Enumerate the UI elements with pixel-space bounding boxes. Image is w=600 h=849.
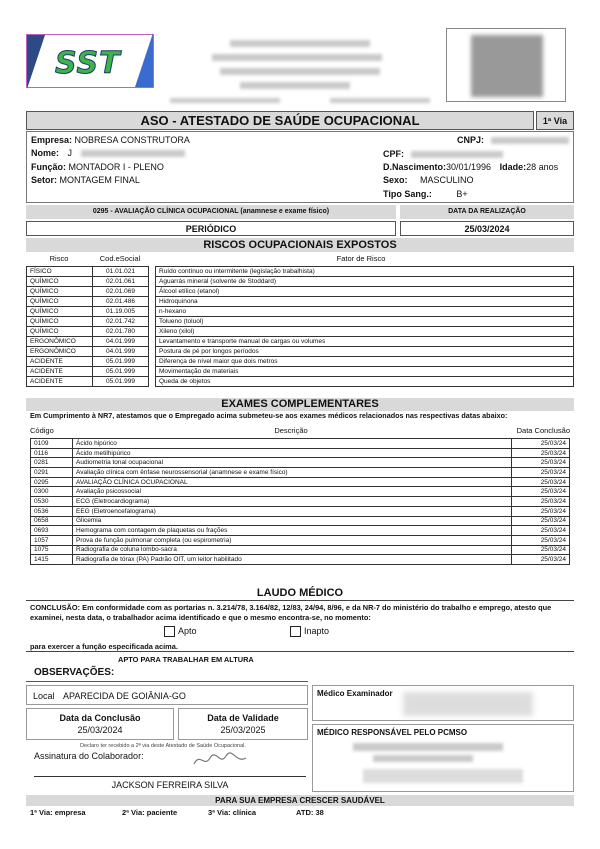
local-box: [26, 685, 308, 705]
local-label: Local: [33, 691, 55, 701]
exam-date: 25/03/24: [512, 535, 570, 545]
obs-line: [26, 681, 308, 682]
comp-col-codigo: Código: [30, 426, 54, 435]
exam-date: 25/03/2024: [400, 221, 574, 236]
risks-title: RISCOS OCUPACIONAIS EXPOSTOS: [26, 238, 574, 252]
exam-date: 25/03/24: [512, 458, 570, 468]
comp-col-desc: Descrição: [274, 426, 308, 435]
risks-col-risco: Risco: [49, 254, 69, 263]
exam-code: 1075: [31, 545, 73, 555]
laudo-conclusion: CONCLUSÃO: Em conformidade com as portarias n. 3.214/78, 3.164/82, 12/83, 24/94, 8/96, e da NR-7 do ministério do trabalho e emprego, atesto que examinei, nesta data, o trabalhador acima identificado e que o mesmo encontra-se, no momento:: [30, 603, 552, 622]
risk-type: ERGONÔMICO: [27, 337, 93, 347]
logo: [26, 34, 154, 88]
empresa-value: NOBRESA CONSTRUTORA: [74, 135, 190, 145]
setor-value: MONTAGEM FINAL: [59, 175, 140, 185]
exam-date: 25/03/24: [512, 555, 570, 565]
clinic-info-blurred: [200, 36, 396, 96]
exam-description: Hemograma com contagem de plaquetas ou frações: [73, 526, 512, 536]
risk-type: FÍSICO: [27, 267, 93, 277]
risk-code: 04.01.999: [93, 347, 149, 357]
exam-description: Glicemia: [73, 516, 512, 526]
risk-factor: Movimentação de materiais: [156, 367, 574, 377]
exam-row: [31, 448, 570, 458]
exam-row: [31, 439, 570, 449]
risk-row: [27, 347, 574, 357]
dnasc-value: 30/01/1996: [446, 162, 492, 172]
risk-gap: [149, 287, 156, 297]
validade-box: [178, 708, 308, 740]
exam-code: 1057: [31, 535, 73, 545]
risk-type: ACIDENTE: [27, 367, 93, 377]
cpf-value-blurred: [411, 151, 503, 158]
exam-description: Radiografia de tórax (PA) Padrão OIT, um leitor habilitado: [73, 555, 512, 565]
declaro-text: Declaro ter recebido a 2ª via deste Atestado de Saúde Ocupacional.: [80, 743, 246, 749]
exam-row: [31, 497, 570, 507]
risk-factor: Tolueno (toluol): [156, 317, 574, 327]
exam-row: [31, 526, 570, 536]
exam-date: 25/03/24: [512, 477, 570, 487]
inapto-checkbox[interactable]: [290, 626, 301, 637]
risk-factor: Queda de objetos: [156, 377, 574, 387]
risk-type: QUÍMICO: [27, 307, 93, 317]
setor-label: Setor:: [31, 175, 58, 185]
dnasc-row: [383, 162, 558, 172]
apto-checkbox[interactable]: [164, 626, 175, 637]
medico-pcmso-label: MÉDICO RESPONSÁVEL PELO PCMSO: [317, 728, 468, 737]
exam-row: [31, 516, 570, 526]
risk-factor: n-hexano: [156, 307, 574, 317]
exam-date: 25/03/24: [512, 468, 570, 478]
laudo-altura: APTO PARA TRABALHAR EM ALTURA: [118, 655, 254, 664]
risk-row: [27, 267, 574, 277]
risk-gap: [149, 307, 156, 317]
funcao-label: Função:: [31, 162, 66, 172]
apto-label: Apto: [178, 626, 197, 636]
medico-examinador-stamp-blurred: [403, 692, 533, 716]
exam-description: ECG (Eletrocardiograma): [73, 497, 512, 507]
exam-code: 0658: [31, 516, 73, 526]
medico-pcmso-line-2: [373, 755, 473, 762]
exam-row: [31, 477, 570, 487]
nome-label: Nome:: [31, 148, 60, 158]
nome-value: J: [67, 148, 73, 158]
risk-code: 01.19.005: [93, 307, 149, 317]
risk-type: ACIDENTE: [27, 377, 93, 387]
exam-date: 25/03/24: [512, 516, 570, 526]
risk-code: 02.01.486: [93, 297, 149, 307]
exam-description: Prova de função pulmonar completa (ou espirometria): [73, 535, 512, 545]
exam-description: EEG (Eletroencefalograma): [73, 506, 512, 516]
exam-description: Avaliação clínica com ênfase neurossensorial (anamnese e exame físico): [73, 468, 512, 478]
risk-type: QUÍMICO: [27, 287, 93, 297]
risk-code: 01.01.021: [93, 267, 149, 277]
logo-stripe-right: [135, 33, 153, 87]
risk-factor: Xileno (xilol): [156, 327, 574, 337]
exam-code: 0109: [31, 439, 73, 449]
setor-row: [31, 175, 140, 185]
obs-label: OBSERVAÇÕES:: [34, 667, 115, 678]
cnpj-value-blurred: [491, 137, 569, 144]
risk-row: [27, 357, 574, 367]
sexo-label: Sexo:: [383, 175, 408, 185]
exam-description: Radiografia de coluna lombo-sacra: [73, 545, 512, 555]
risk-gap: [149, 357, 156, 367]
exam-description: Avaliação psicossocial: [73, 487, 512, 497]
medico-pcmso-box: [312, 724, 574, 792]
exam-code: 0116: [31, 448, 73, 458]
exam-row: [31, 458, 570, 468]
exam-type: PERIÓDICO: [26, 221, 396, 236]
exam-row: [31, 545, 570, 555]
risk-gap: [149, 297, 156, 307]
dnasc-label: D.Nascimento:: [383, 162, 447, 172]
conclusao-value: 25/03/2024: [77, 725, 123, 735]
risks-col-cod: Cod.eSocial: [99, 254, 141, 263]
clinic-line-3: [220, 68, 380, 75]
exam-date: 25/03/24: [512, 545, 570, 555]
complementary-title: EXAMES COMPLEMENTARES: [26, 398, 574, 411]
local-value: APARECIDA DE GOIÂNIA-GO: [63, 691, 186, 701]
risk-type: ERGONÔMICO: [27, 347, 93, 357]
complementary-statement: Em Cumprimento à NR7, atestamos que o Empregado acima submeteu-se aos exames médicos relacionados nas respectivas datas abaixo:: [30, 411, 508, 420]
employee-info: [26, 131, 574, 203]
exam-row: [31, 535, 570, 545]
tipo-row: [383, 189, 468, 199]
risk-code: 05.01.999: [93, 377, 149, 387]
risk-row: [27, 377, 574, 387]
colaborador-signature: [190, 748, 250, 772]
idade-label: Idade:: [499, 162, 527, 172]
exam-code: 0300: [31, 487, 73, 497]
exam-code: 0693: [31, 526, 73, 536]
risk-code: 04.01.999: [93, 337, 149, 347]
risk-gap: [149, 367, 156, 377]
empresa-label: Empresa:: [31, 135, 73, 145]
slogan: PARA SUA EMPRESA CRESCER SAUDÁVEL: [26, 795, 574, 806]
exam-date-header: DATA DA REALIZAÇÃO: [400, 205, 574, 219]
exam-code: 0530: [31, 497, 73, 507]
exam-date: 25/03/24: [512, 526, 570, 536]
medico-pcmso-line-1: [353, 743, 503, 751]
risk-type: QUÍMICO: [27, 317, 93, 327]
exam-code: 1415: [31, 555, 73, 565]
clinic-line-1: [230, 40, 370, 47]
clinic-line-4: [240, 82, 350, 89]
exam-date: 25/03/24: [512, 497, 570, 507]
risk-factor: Ruído contínuo ou intermitente (legislação trabalhista): [156, 267, 574, 277]
apto-option[interactable]: [164, 626, 197, 637]
medico-examinador-label: Médico Examinador: [317, 689, 393, 698]
risk-factor: Aguarrás mineral (solvente de Stoddard): [156, 277, 574, 287]
risk-row: [27, 277, 574, 287]
qr-code-area: [446, 28, 566, 102]
via-1-label: 1ª Via: empresa: [30, 808, 86, 817]
via-badge: 1ª Via: [536, 111, 574, 130]
cnpj-label: CNPJ:: [457, 135, 485, 145]
clinic-site-blurred: [330, 98, 430, 103]
risk-gap: [149, 267, 156, 277]
risk-factor: Diferença de nível maior que dois metros: [156, 357, 574, 367]
clinic-email-blurred: [170, 98, 280, 103]
via-3-label: 3ª Via: clínica: [208, 808, 257, 817]
risk-factor: Levantamento e transporte manual de cargas ou volumes: [156, 337, 574, 347]
risk-row: [27, 327, 574, 337]
risk-row: [27, 297, 574, 307]
atd-label: ATD: 38: [296, 808, 324, 817]
complementary-header: [30, 425, 570, 436]
risk-type: QUÍMICO: [27, 297, 93, 307]
exam-description: AVALIAÇÃO CLÍNICA OCUPACIONAL: [73, 477, 512, 487]
exam-row: [31, 468, 570, 478]
cpf-label: CPF:: [383, 149, 404, 159]
risk-gap: [149, 347, 156, 357]
complementary-table: [30, 438, 570, 565]
logo-stripe-left: [27, 35, 45, 89]
validade-label: Data de Validade: [207, 713, 279, 723]
risk-gap: [149, 377, 156, 387]
exam-row: [31, 555, 570, 565]
risk-type: QUÍMICO: [27, 277, 93, 287]
exam-code: 0281: [31, 458, 73, 468]
risk-code: 02.01.069: [93, 287, 149, 297]
exam-row: [31, 506, 570, 516]
signature-line: [34, 776, 306, 777]
laudo-title: LAUDO MÉDICO: [256, 587, 344, 599]
idade-value: 28 anos: [526, 162, 559, 172]
colaborador-name: JACKSON FERREIRA SILVA: [111, 780, 229, 790]
exam-date: 25/03/24: [512, 487, 570, 497]
risks-header: [26, 253, 574, 264]
exam-date: 25/03/24: [512, 448, 570, 458]
empresa-row: [31, 135, 190, 145]
conclusao-label: Data da Conclusão: [59, 713, 141, 723]
risk-gap: [149, 337, 156, 347]
exam-code: 0291: [31, 468, 73, 478]
laudo-box: [26, 600, 574, 652]
risk-type: QUÍMICO: [27, 327, 93, 337]
risk-code: 02.01.061: [93, 277, 149, 287]
funcao-value: MONTADOR I - PLENO: [68, 162, 164, 172]
clinic-line-2: [212, 54, 382, 61]
risk-row: [27, 287, 574, 297]
exam-date: 25/03/24: [512, 506, 570, 516]
risks-table: [26, 266, 574, 387]
risk-factor: Hidroquinona: [156, 297, 574, 307]
risks-col-fator: Fator de Risco: [336, 254, 386, 263]
risk-gap: [149, 277, 156, 287]
laudo-para-exercer: para exercer a função especificada acima.: [30, 642, 178, 651]
validade-value: 25/03/2025: [220, 725, 266, 735]
exam-description: Ácido metilhipúrico: [73, 448, 512, 458]
medico-pcmso-line-3: [363, 769, 523, 783]
assinatura-label: Assinatura do Colaborador:: [34, 751, 144, 761]
nome-value-blurred: [81, 150, 185, 157]
exam-description: Audiometria tonal ocupacional: [73, 458, 512, 468]
risk-code: 05.01.999: [93, 367, 149, 377]
risk-row: [27, 367, 574, 377]
exam-row: [31, 487, 570, 497]
sexo-row: [383, 175, 474, 185]
page-title: ASO - ATESTADO DE SAÚDE OCUPACIONAL: [26, 111, 534, 130]
risk-row: [27, 337, 574, 347]
qr-code-blurred: [471, 35, 543, 97]
risk-row: [27, 307, 574, 317]
inapto-label: Inapto: [304, 626, 330, 636]
exam-date: 25/03/24: [512, 439, 570, 449]
risk-factor: Postura de pé por longos períodos: [156, 347, 574, 357]
sexo-value: MASCULINO: [420, 175, 474, 185]
funcao-row: [31, 162, 164, 172]
risk-code: 05.01.999: [93, 357, 149, 367]
risk-row: [27, 317, 574, 327]
comp-col-data: Data Conclusão: [516, 426, 570, 435]
risk-gap: [149, 327, 156, 337]
medico-examinador-box: [312, 685, 574, 721]
exam-description: Ácido hipúrico: [73, 439, 512, 449]
exam-code: 0536: [31, 506, 73, 516]
tipo-label: Tipo Sang.:: [383, 189, 432, 199]
exam-code-desc: 0295 - AVALIAÇÃO CLÍNICA OCUPACIONAL (anamnese e exame físico): [26, 205, 396, 219]
risk-type: ACIDENTE: [27, 357, 93, 367]
via-2-label: 2ª Via: paciente: [122, 808, 178, 817]
risk-factor: Álcool etílico (etanol): [156, 287, 574, 297]
conclusao-box: [26, 708, 174, 740]
risk-gap: [149, 317, 156, 327]
nome-row: [31, 148, 72, 158]
logo-text: SST: [55, 46, 121, 81]
risk-code: 02.01.742: [93, 317, 149, 327]
risk-code: 02.01.780: [93, 327, 149, 337]
exam-code: 0295: [31, 477, 73, 487]
inapto-option[interactable]: [290, 626, 329, 637]
tipo-value: B+: [456, 189, 468, 199]
